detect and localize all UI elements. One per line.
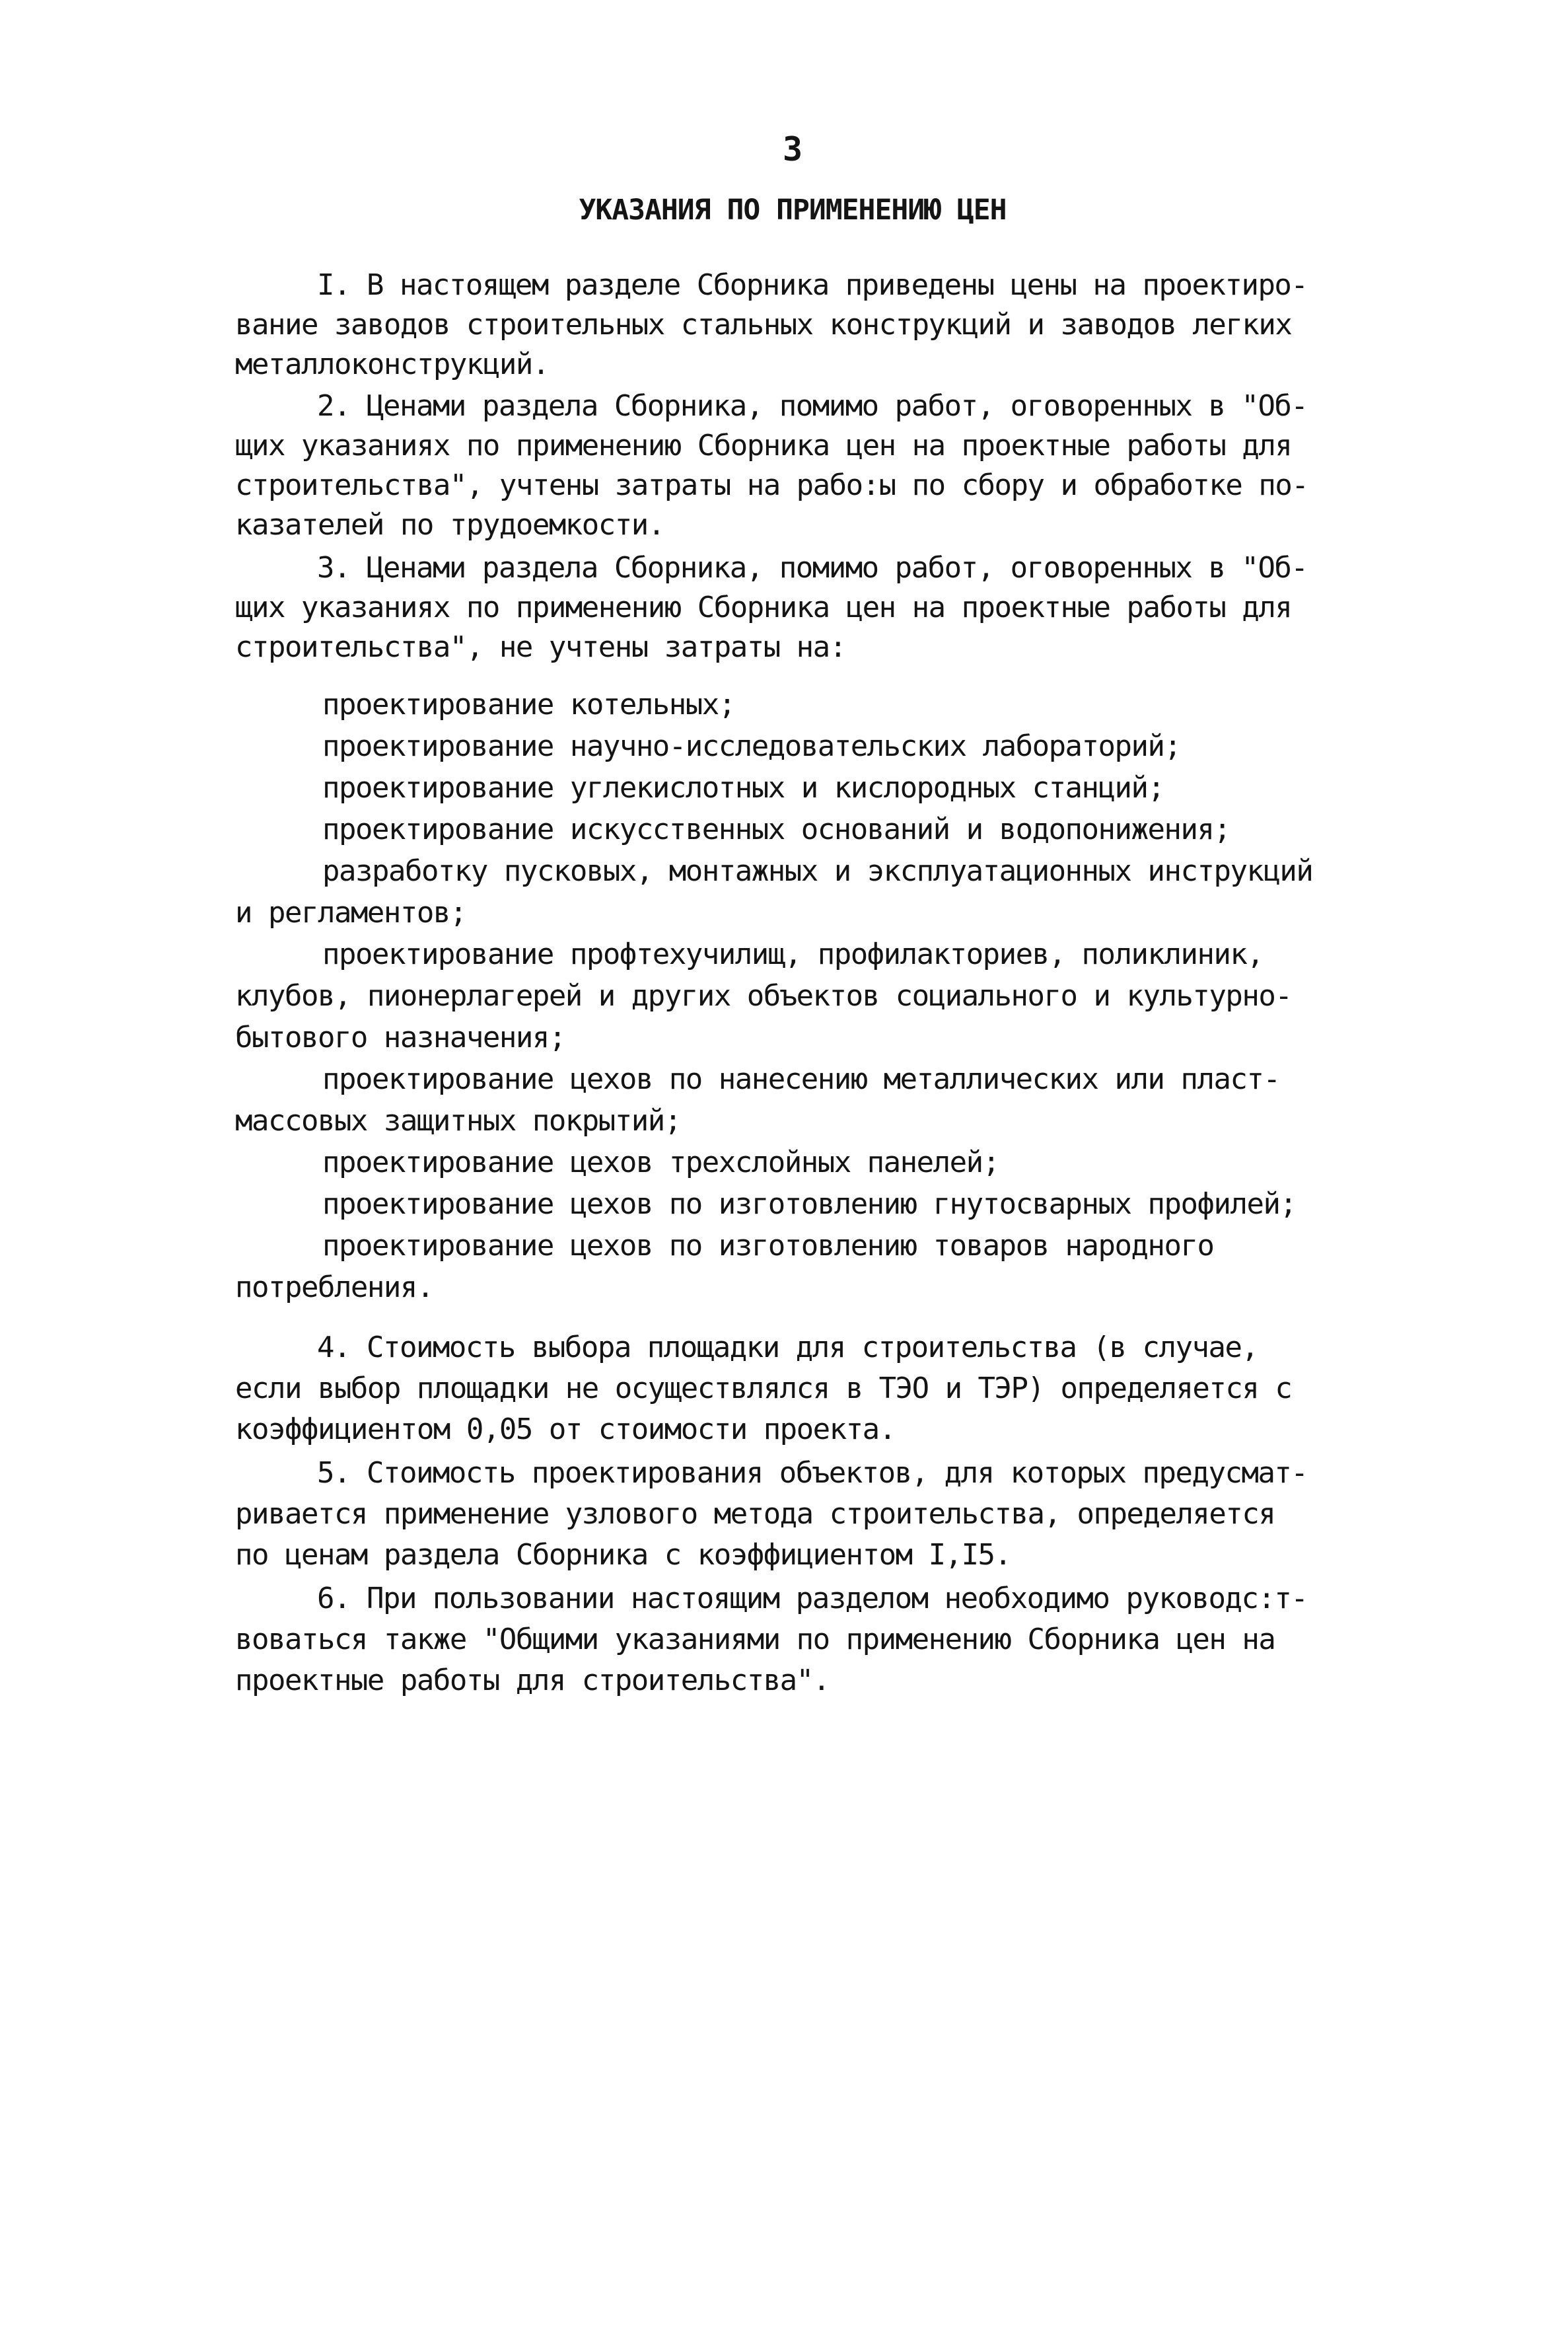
paragraph-4-line: 4. Стоимость выбора площадки для строительства (в случае, <box>317 1331 1258 1364</box>
exclusion-list-item: потребления. <box>235 1270 433 1304</box>
paragraph-5-line: по ценам раздела Сборника с коэффициентом I,I5. <box>235 1538 1011 1572</box>
paragraph-6-line: воваться также "Общими указаниями по применению Сборника цен на <box>235 1623 1275 1656</box>
page-title: УКАЗАНИЯ ПО ПРИМЕНЕНИЮ ЦЕН <box>579 194 1007 227</box>
exclusion-list-item: и регламентов; <box>235 896 466 930</box>
exclusion-list-item: проектирование цехов по нанесению металлических или пласт- <box>322 1062 1280 1096</box>
paragraph-2-line: щих указаниях по применению Сборника цен на проектные работы для <box>235 429 1292 462</box>
paragraph-1-line: I. В настоящем разделе Сборника приведены цены на проектиро- <box>317 268 1308 302</box>
paragraph-3-line: 3. Ценами раздела Сборника, помимо работ, оговоренных в "Об- <box>317 551 1308 585</box>
exclusion-list-item: бытового назначения; <box>235 1021 565 1054</box>
paragraph-2-line: казателей по трудоемкости. <box>235 508 664 542</box>
exclusion-list-item: проектирование искусственных оснований и водопонижения; <box>322 813 1230 846</box>
paragraph-4-line: если выбор площадки не осуществлялся в ТЭО и ТЭР) определяется с <box>235 1372 1292 1405</box>
exclusion-list-item: проектирование цехов по изготовлению гнутосварных профилей; <box>322 1187 1297 1221</box>
exclusion-list-item: проектирование научно-исследовательских лабораторий; <box>322 729 1181 763</box>
paragraph-5-line: ривается применение узлового метода строительства, определяется <box>235 1497 1275 1531</box>
paragraph-2-line: 2. Ценами раздела Сборника, помимо работ, оговоренных в "Об- <box>317 389 1308 423</box>
exclusion-list-item: проектирование котельных; <box>322 688 735 721</box>
exclusion-list-item: массовых защитных покрытий; <box>235 1104 681 1138</box>
paragraph-2-line: строительства", учтены затраты на рабо:ы по сбору и обработке по- <box>235 468 1308 502</box>
paragraph-3-line: щих указаниях по применению Сборника цен на проектные работы для <box>235 591 1292 624</box>
paragraph-6-line: 6. При пользовании настоящим разделом необходимо руководс:т- <box>317 1582 1308 1615</box>
exclusion-list-item: проектирование углекислотных и кислородных станций; <box>322 771 1164 805</box>
paragraph-1-line: металлоконструкций. <box>235 348 549 381</box>
page-number: 3 <box>782 130 803 168</box>
paragraph-4-line: коэффициентом 0,05 от стоимости проекта. <box>235 1412 896 1446</box>
exclusion-list-item: проектирование цехов трехслойных панелей; <box>322 1146 999 1179</box>
exclusion-list-item: разработку пусковых, монтажных и эксплуатационных инструкций <box>322 854 1313 888</box>
paragraph-6-line: проектные работы для строительства". <box>235 1664 830 1697</box>
exclusion-list-item: проектирование цехов по изготовлению товаров народного <box>322 1229 1214 1263</box>
exclusion-list-item: проектирование профтехучилищ, профилакториев, поликлиник, <box>322 937 1264 971</box>
exclusion-list-item: клубов, пионерлагерей и других объектов социального и культурно- <box>235 979 1292 1013</box>
paragraph-1-line: вание заводов строительных стальных конструкций и заводов легких <box>235 308 1292 342</box>
paragraph-3-line: строительства", не учтены затраты на: <box>235 630 846 664</box>
paragraph-5-line: 5. Стоимость проектирования объектов, для которых предусмат- <box>317 1456 1308 1490</box>
